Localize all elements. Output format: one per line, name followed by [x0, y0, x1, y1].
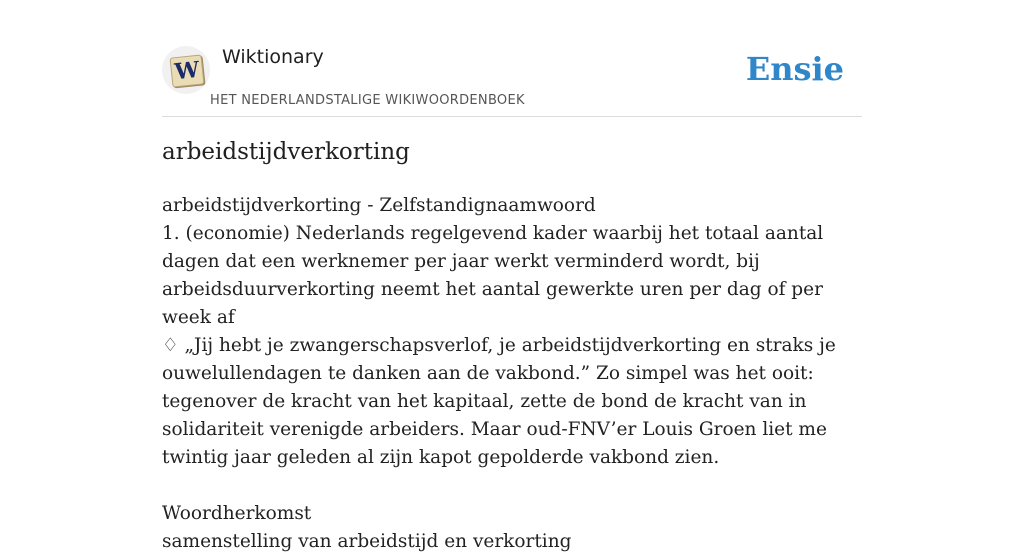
entry-content [162, 192, 872, 556]
entry-example: ♢ „Jij hebt je zwangerschapsverlof, je arbeidstijdverkorting en straks je ouwelullendagen te danken aan de vakbond.” Zo simpel was het ooit: tegenover de kracht van het kapitaal, zette de bond de kracht van in solidariteit verenigde arbeiders. Maar oud-FNV’er Louis Groen liet me twintig jaar geleden al zijn kapot gepolderde vakbond zien. [162, 335, 836, 468]
site-tagline: HET NEDERLANDSTALIGE WIKIWOORDENBOEK [210, 93, 525, 108]
ensie-brand-link[interactable]: Ensie [745, 50, 844, 88]
logo-tile-icon [170, 54, 205, 87]
logo-letter: W [173, 56, 201, 86]
etymology-heading: Woordherkomst [162, 503, 312, 524]
etymology-text: samenstelling van arbeidstijd en verkorting [162, 531, 572, 552]
entry-definition: 1. (economie) Nederlands regelgevend kader waarbij het totaal aantal dagen dat een werknemer per jaar werkt verminderd wordt, bij arbeidsduurverkorting neemt het aantal gewerkte uren per dag of per week af [162, 223, 824, 328]
site-name[interactable]: Wiktionary [222, 46, 324, 68]
wiktionary-logo[interactable] [162, 46, 210, 94]
spacer [162, 472, 872, 500]
page-title: arbeidstijdverkorting [162, 139, 410, 165]
entry-heading: arbeidstijdverkorting - Zelfstandignaamwoord [162, 195, 596, 216]
site-header [162, 40, 862, 117]
